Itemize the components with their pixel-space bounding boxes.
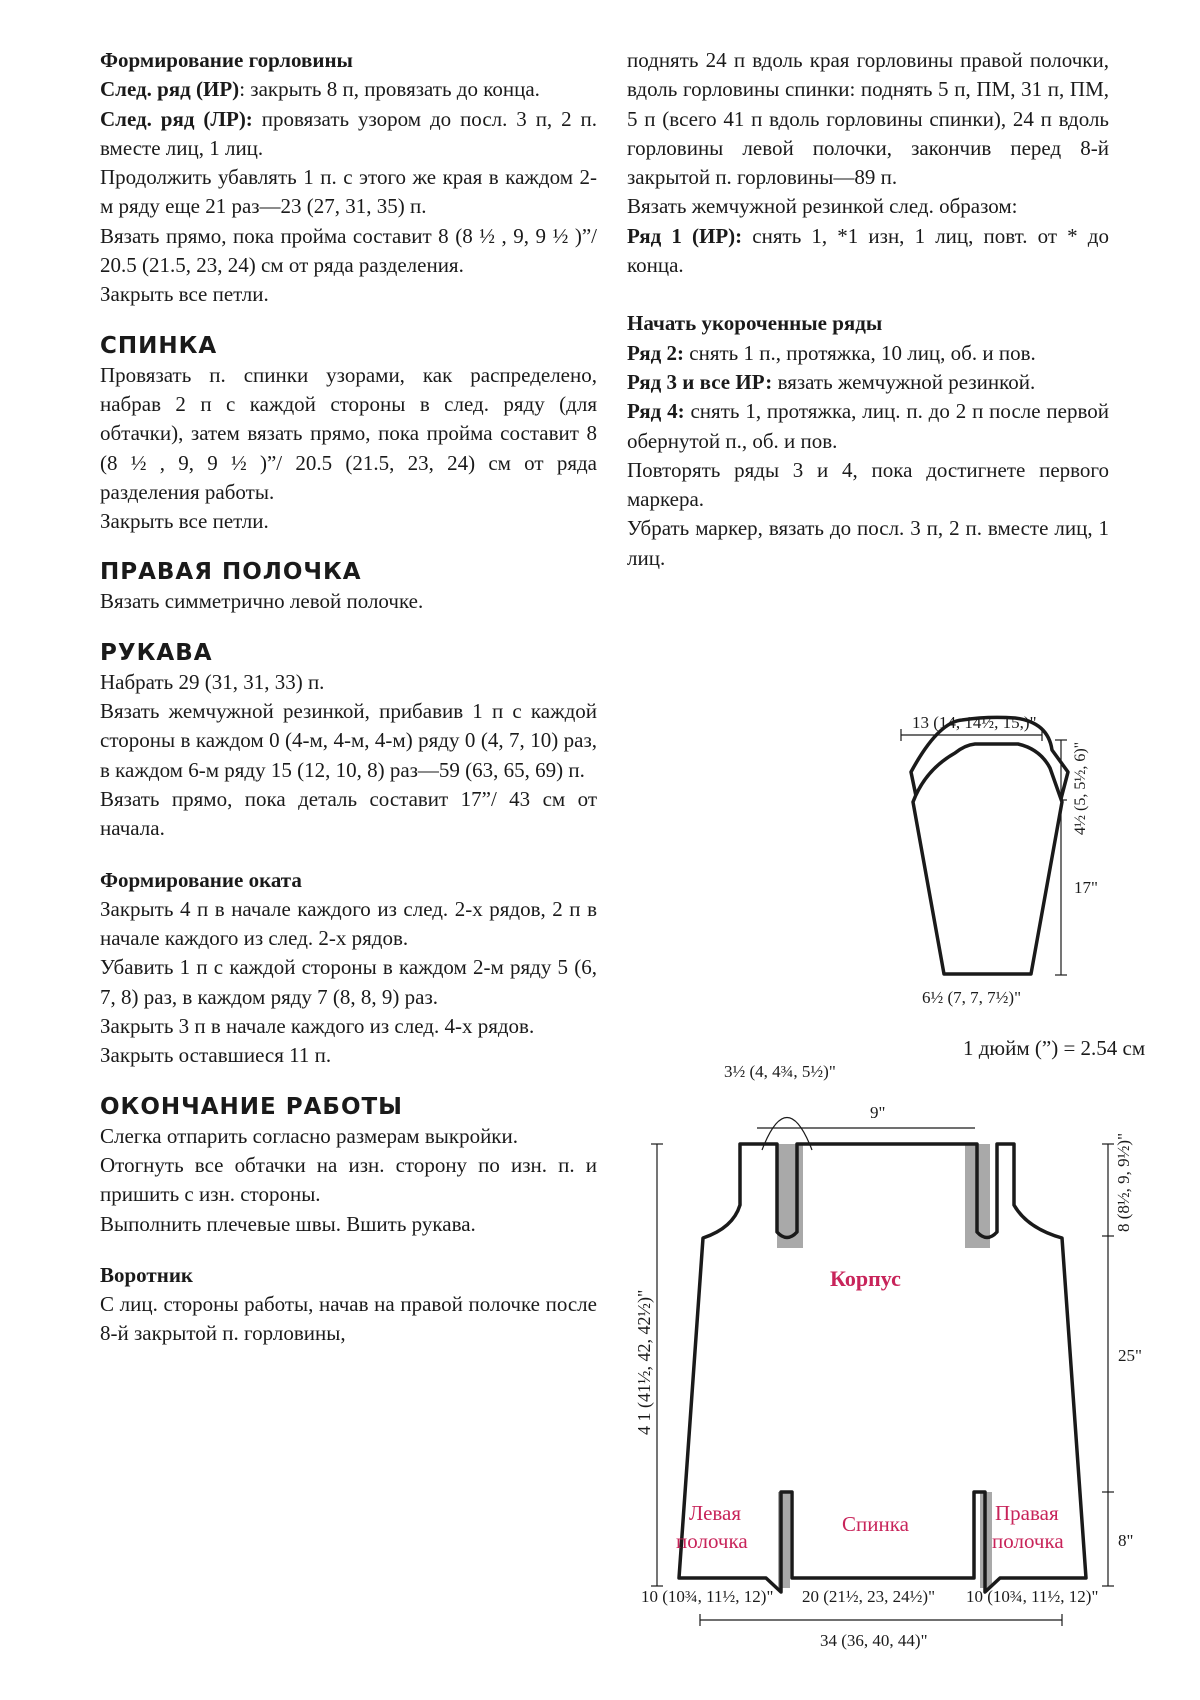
- front-width-right-label: 10 (10¾, 11½, 12)": [966, 1587, 1099, 1606]
- sleeves-title: РУКАВА: [100, 639, 213, 666]
- back-paragraph: Провязать п. спинки узорами, как распределено, набрав 2 п с каждой стороны в след. ряду (для обтачки), затем вязать прямо, пока пройма составит 8 (8 ½ , 9, 9 ½ )”/ 20.5 (21.5, 23, 24) см от ряда разделения работы.: [100, 362, 597, 504]
- short-rows-title: Начать укороченные ряды: [627, 311, 883, 336]
- right-front-paragraph: Вязать симметрично левой полочке.: [100, 589, 424, 614]
- row-label: Ряд 1 (ИР):: [627, 223, 743, 248]
- right-front-label-1: Правая: [995, 1501, 1059, 1525]
- neck-width-label: 3½ (4, 4¾, 5½)": [724, 1062, 836, 1081]
- total-width-label: 34 (36, 40, 44)": [820, 1631, 928, 1650]
- back-label: Спинка: [842, 1512, 909, 1536]
- row-label: Ряд 4:: [627, 399, 685, 424]
- sleeve-cap-height: 4½ (5, 5½, 6)": [1072, 741, 1089, 835]
- left-facing: [777, 1144, 803, 1248]
- sleeves-paragraph: Вязать прямо, пока деталь составит 17”/ 43 см от начала.: [100, 786, 597, 841]
- neck-paragraph: Продолжить убавлять 1 п. с этого же края в каждом 2-м ряду еще 21 раз—23 (27, 31, 35) п.: [100, 165, 597, 219]
- remove-marker-paragraph: Убрать маркер, вязать до посл. 3 п, 2 п. вместе лиц, 1 лиц.: [627, 516, 1109, 570]
- collar-title: Воротник: [100, 1262, 194, 1287]
- collar-paragraph: поднять 24 п вдоль края горловины правой полочки, вдоль горловины спинки: поднять 5 п, ПМ, 31 п, ПМ, 5 п (всего 41 п вдоль горловины спинки), 24 п вдоль горловины левой полочки, закончив перед 8-й закрытой п. горловины—89 п.: [627, 48, 1109, 190]
- front-width-label: 10 (10¾, 11½, 12)": [641, 1587, 774, 1606]
- body-schematic: [634, 1062, 1142, 1650]
- cap-paragraph: Закрыть 4 п в начале каждого из след. 2-х рядов, 2 п в начале каждого из след. 2-х рядов.: [100, 896, 597, 951]
- cap-shaping-title: Формирование оката: [100, 867, 302, 892]
- collar-paragraph: С лиц. стороны работы, начав на правой полочке после 8-й закрытой п. горловины,: [100, 1292, 597, 1346]
- back-paragraph: Закрыть все петли.: [100, 509, 269, 534]
- collar-paragraph: Вязать жемчужной резинкой след. образом:: [627, 194, 1018, 219]
- sleeves-paragraph: Набрать 29 (31, 31, 33) п.: [100, 669, 325, 694]
- sleeves-paragraph: Вязать жемчужной резинкой, прибавив 1 п с каждой стороны в каждом 0 (4-м, 4-м, 4-м) ряду 0 (4, 7, 10) раз, в каждом 6-м ряду 15 (12, 10, 8) раз—59 (63, 65, 69) п.: [100, 699, 597, 782]
- left-front-label-1: Левая: [689, 1501, 742, 1525]
- row-text: провязать узором до посл. 3 п, 2 п. вместе лиц, 1 лиц.: [100, 106, 597, 160]
- finishing-title: ОКОНЧАНИЕ РАБОТЫ: [100, 1093, 404, 1120]
- right-front-label-2: полочка: [992, 1529, 1064, 1553]
- total-height-label: 4 1 (41½, 42, 42½)": [634, 1289, 654, 1435]
- unit-conversion: 1 дюйм (”) = 2.54 см: [963, 1036, 1146, 1060]
- neck-shaping-title: Формирование горловины: [100, 48, 353, 72]
- row-label: Ряд 3 и все ИР:: [627, 369, 773, 394]
- vent-label: 8": [1118, 1531, 1134, 1550]
- cap-paragraph: Убавить 1 п с каждой стороны в каждом 2-м ряду 5 (6, 7, 8) раз, в каждом ряду 7 (8, 8, 9) раз.: [100, 955, 597, 1009]
- right-front-title: ПРАВАЯ ПОЛОЧКА: [100, 559, 362, 586]
- repeat-paragraph: Повторять ряды 3 и 4, пока достигнете первого маркера.: [627, 457, 1109, 512]
- left-front-label-2: полочка: [676, 1529, 748, 1553]
- finishing-paragraph: Выполнить плечевые швы. Вшить рукава.: [100, 1211, 476, 1236]
- sleeve-length: 17": [1074, 878, 1098, 897]
- cap-paragraph: Закрыть оставшиеся 11 п.: [100, 1043, 332, 1068]
- sleeve-bottom-width: 6½ (7, 7, 7½)": [922, 988, 1022, 1007]
- body-label: Корпус: [830, 1266, 901, 1291]
- row-text: снять 1 п., протяжка, 10 лиц, об. и пов.: [684, 340, 1036, 365]
- back-title: СПИНКА: [100, 332, 218, 359]
- row-text: вязать жемчужной резинкой.: [772, 369, 1036, 394]
- shoulder-label: 9": [870, 1103, 886, 1122]
- row-text: снять 1, *1 изн, 1 лиц, повт. от * до конца.: [627, 223, 1109, 278]
- row-text: снять 1, протяжка, лиц. п. до 2 п после первой обернутой п., об. и пов.: [627, 399, 1109, 453]
- neck-paragraph: Закрыть все петли.: [100, 282, 269, 307]
- back-width-label: 20 (21½, 23, 24½)": [802, 1587, 936, 1606]
- finishing-paragraph: Отогнуть все обтачки на изн. сторону по изн. п. и пришить с изн. стороны.: [100, 1152, 597, 1207]
- row-label: Ряд 2:: [627, 340, 685, 365]
- cap-paragraph: Закрыть 3 п в начале каждого из след. 4-х рядов.: [100, 1014, 535, 1039]
- sleeve-top-width: 13 (14, 14½, 15,)": [912, 713, 1037, 732]
- sleeve-shape: [913, 744, 1062, 974]
- row-text: : закрыть 8 п, провязать до конца.: [239, 77, 540, 102]
- body-length-label: 25": [1118, 1346, 1142, 1365]
- row-label: След. ряд (ИР): [100, 77, 240, 102]
- neck-paragraph: Вязать прямо, пока пройма составит 8 (8 ½ , 9, 9 ½ )”/ 20.5 (21.5, 23, 24) см от ряда разделения.: [100, 223, 597, 278]
- armhole-label: 8 (8½, 9, 9½)": [1114, 1132, 1133, 1232]
- row-label: След. ряд (ЛР):: [100, 106, 253, 131]
- finishing-paragraph: Слегка отпарить согласно размерам выкройки.: [100, 1123, 519, 1148]
